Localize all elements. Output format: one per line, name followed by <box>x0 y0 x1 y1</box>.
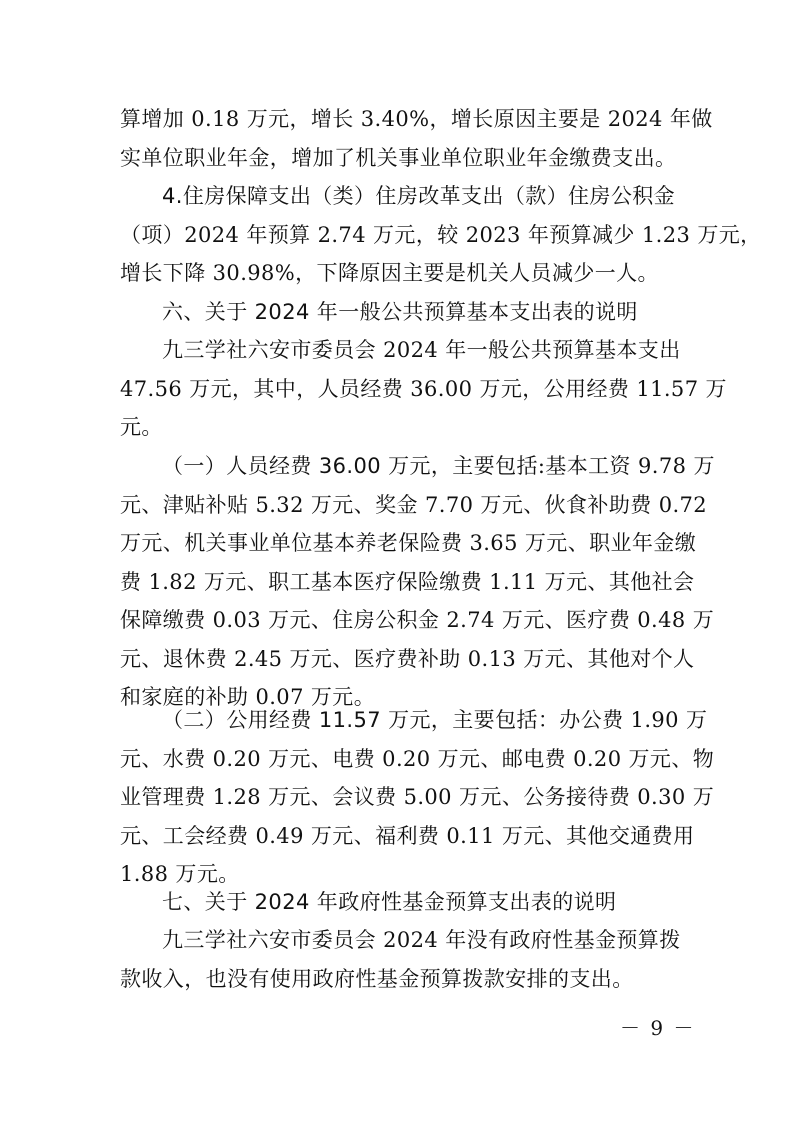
page-number: － 9 － <box>620 1016 696 1040</box>
section-heading-6 <box>120 293 680 332</box>
text-line: 款收入，也没有使用政府性基金预算拨款安排的支出。 <box>120 966 634 991</box>
paragraph-housing-expenditure <box>120 177 762 293</box>
text-line <box>120 701 708 740</box>
text-line: 九三学社六安市委员会 2024 年一般公共预算基本支出 <box>162 338 681 362</box>
text-line: 元、工会经费 0.49 万元、福利费 0.11 万元、其他交通费用 <box>120 823 695 848</box>
paragraph-continuation <box>120 100 713 177</box>
bold-subheading: （一）人员经费 36.00 万元， <box>162 454 453 478</box>
paragraph-personnel-expenses <box>120 447 715 717</box>
text-line: 增长下降 30.98%，下降原因主要是机关人员减少一人。 <box>120 261 659 285</box>
bold-subheading: （二）公用经费 11.57 万元， <box>162 708 453 732</box>
paragraph-public-expenses <box>120 701 715 894</box>
text-line: 和家庭的补助 0.07 万元。 <box>120 685 376 709</box>
text-line: 九三学社六安市委员会 2024 年没有政府性基金预算拨 <box>162 928 681 952</box>
paragraph-basic-expenditure <box>120 331 727 447</box>
text-line: 实单位职业年金，增加了机关事业单位职业年金缴费支出。 <box>120 145 677 170</box>
text-line: 元、津贴补贴 5.32 万元、奖金 7.70 万元、伙食补助费 0.72 <box>120 492 708 517</box>
text-line: 元、退休费 2.45 万元、医疗费补助 0.13 万元、其他对个人 <box>120 646 695 671</box>
text-line <box>120 447 715 486</box>
text-line: 元。 <box>120 415 163 439</box>
text-line: 元、水费 0.20 万元、电费 0.20 万元、邮电费 0.20 万元、物 <box>120 746 715 771</box>
text-line: 保障缴费 0.03 万元、住房公积金 2.74 万元、医疗费 0.48 万 <box>120 608 715 632</box>
section-heading-text: 六、关于 2024 年一般公共预算基本支出表的说明 <box>162 300 638 324</box>
text-line: 万元、机关事业单位基本养老保险费 3.65 万元、职业年金缴 <box>120 531 697 555</box>
text-line: 业管理费 1.28 万元、会议费 5.00 万元、公务接待费 0.30 万 <box>120 785 715 809</box>
bold-item-suffix: （项） <box>120 222 185 247</box>
text-line-rest: 主要包括:基本工资 9.78 万 <box>452 454 715 478</box>
text-line-rest: 2024 年预算 2.74 万元，较 2023 年预算减少 1.23 万元， <box>184 222 762 247</box>
text-line <box>120 216 762 255</box>
section-heading-7 <box>120 883 680 922</box>
text-line-rest: 主要包括：办公费 1.90 万 <box>452 708 708 732</box>
section-heading-text: 七、关于 2024 年政府性基金预算支出表的说明 <box>162 890 617 914</box>
paragraph-government-fund <box>120 921 680 998</box>
text-line: 费 1.82 万元、职工基本医疗保险缴费 1.11 万元、其他社会 <box>120 569 695 594</box>
bold-item-title: 4.住房保障支出（类）住房改革支出（款）住房公积金 <box>162 184 676 208</box>
text-line: 47.56 万元，其中，人员经费 36.00 万元，公用经费 11.57 万 <box>120 376 727 401</box>
text-line: 1.88 万元。 <box>120 862 240 886</box>
text-line: 算增加 0.18 万元，增长 3.40%，增长原因主要是 2024 年做 <box>120 107 713 131</box>
